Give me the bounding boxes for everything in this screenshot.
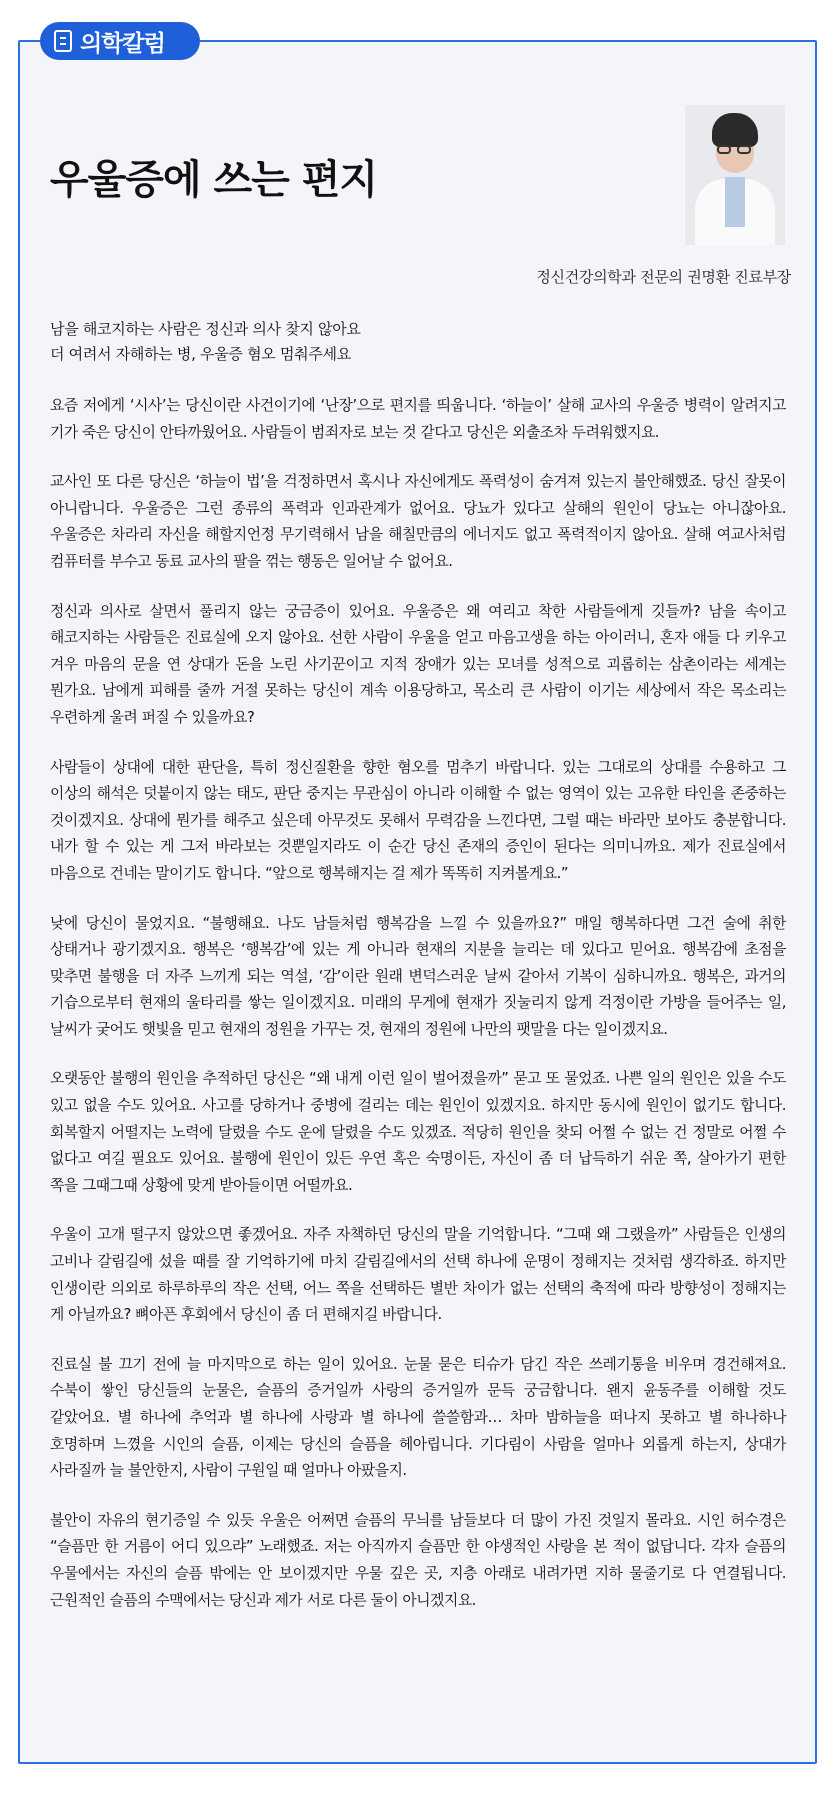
lead-line: 더 여려서 자해하는 병, 우울증 혐오 멈춰주세요: [50, 345, 351, 363]
article-title: 우울증에 쓰는 편지: [50, 157, 377, 203]
article-body: [50, 393, 786, 1637]
body-paragraph: 우울이 고개 떨구지 않았으면 좋겠어요. 자주 자책하던 당신의 말을 기억합니다. “그때 왜 그랬을까” 사람들은 인생의 고비나 갈림길에 섰을 때를 잘 기억하기에 마치 갈림길에서의 선택 하나에 운명이 정해지는 것처럼 생각하죠. 하지만 인생이란 의외로 하루하루의 작은 선택, 어느 쪽을 선택하든 별반 차이가 없는 선택의 축적에 따라 방향성이 정해지는 게 아닐까요? 뼈아픈 후회에서 당신이 좀 더 편해지길 바랍니다.: [50, 1226, 786, 1324]
category-label: 의학칼럼: [80, 30, 165, 57]
lead-line: 남을 해코지하는 사람은 정신과 의사 찾지 않아요: [50, 320, 361, 338]
body-paragraph: 낮에 당신이 물었지요. “불행해요. 나도 남들처럼 행복감을 느낄 수 있을까요?” 매일 행복하다면 그건 술에 취한 상태거나 광기겠지요. 행복은 ‘행복감’에 있는 게 아니라 현재의 지분을 늘리는 데 있다고 믿어요. 행복감에 초점을 맞추면 불행을 더 자주 느끼게 되는 역설, ‘감’이란 원래 변덕스러운 날씨 같아서 기복이 심하니까요. 행복은, 과거의 기습으로부터 현재의 울타리를 쌓는 일이겠지요. 미래의 무게에 현재가 짓눌리지 않게 걱정이란 가방을 들어주는 일, 날씨가 궂어도 햇빛을 믿고 현재의 정원을 가꾸는 것, 현재의 정원에 나만의 팻말을 다는 일이겠지요.: [50, 914, 786, 1038]
body-paragraph: 요즘 저에게 ‘시사’는 당신이란 사건이기에 ‘난장’으로 편지를 띄웁니다. ‘하늘이’ 살해 교사의 우울증 병력이 알려지고 기가 죽은 당신이 안타까웠어요. 사람들이 범죄자로 보는 것 같다고 당신은 외출조차 두려워했지요.: [50, 397, 786, 441]
body-paragraph: 정신과 의사로 살면서 풀리지 않는 궁금증이 있어요. 우울증은 왜 여리고 착한 사람들에게 깃들까? 남을 속이고 해코지하는 사람들은 진료실에 오지 않아요. 선한 사람이 우울을 얻고 마음고생을 하는 아이러니, 혼자 애들 다 키우고 겨우 마음의 문을 연 상대가 돈을 노린 사기꾼이고 지적 장애가 있는 모녀를 성적으로 괴롭히는 삼촌이라는 세계는 뭔가요. 남에게 피해를 줄까 거절 못하는 당신이 계속 이용당하고, 목소리 큰 사람이 이기는 세상에서 작은 목소리는 우련하게 울려 퍼질 수 있을까요?: [50, 602, 786, 726]
body-paragraph: 진료실 불 끄기 전에 늘 마지막으로 하는 일이 있어요. 눈물 묻은 티슈가 담긴 작은 쓰레기통을 비우며 경건해져요. 수북이 쌓인 당신들의 눈물은, 슬픔의 증거일까 사랑의 증거일까 문득 궁금합니다. 왠지 윤동주를 이해할 것도 같았어요. 별 하나에 추억과 별 하나에 사랑과 별 하나에 쓸쓸함과… 차마 밤하늘을 떠나지 못하고 별 하나하나 호명하며 느꼈을 시인의 슬픔, 이제는 당신의 슬픔을 헤아립니다. 기다림이 사람을 얼마나 외롭게 하는지, 상대가 사라질까 늘 불안한지, 사람이 구원일 때 얼마나 아팠을지.: [50, 1355, 786, 1480]
document-icon: [54, 30, 72, 52]
body-paragraph: 오랫동안 불행의 원인을 추적하던 당신은 “왜 내게 이런 일이 벌어졌을까” 묻고 또 물었죠. 나쁜 일의 원인은 있을 수도 있고 없을 수도 있어요. 사고를 당하거나 중병에 걸리는 데는 원인이 있겠지요. 하지만 동시에 원인이 없기도 합니다. 회복할지 어떨지는 노력에 달렸을 수도 운에 달렸을 수도 있겠죠. 적당히 원인을 찾되 어쩔 수 없는 건 정말로 어쩔 수 없다고 여길 필요도 있어요. 불행에 원인이 있든 우연 혹은 숙명이든, 자신이 좀 더 납득하기 쉬운 쪽, 살아가기 편한 쪽을 그때그때 상황에 맞게 받아들이면 어떨까요.: [50, 1070, 786, 1194]
author-photo: [685, 105, 785, 245]
body-paragraph: 불안이 자유의 현기증일 수 있듯 우울은 어쩌면 슬픔의 무늬를 남들보다 더 많이 가진 것일지 몰라요. 시인 허수경은 “슬픔만 한 거름이 어디 있으랴” 노래했죠. 저는 아직까지 슬픔만 한 야생적인 사랑을 본 적이 없답니다. 각자 슬픔의 우물에서는 자신의 슬픔 밖에는 안 보이겠지만 우물 깊은 곳, 지층 아래로 내려가면 지하 물줄기로 다 연결됩니다. 근원적인 슬픔의 수맥에서는 당신과 제가 서로 다른 둘이 아니겠지요.: [50, 1511, 786, 1609]
category-badge: [40, 22, 200, 60]
author-byline: 정신건강의학과 전문의 권명환 진료부장: [536, 268, 791, 286]
body-paragraph: 교사인 또 다른 당신은 ‘하늘이 법’을 걱정하면서 혹시나 자신에게도 폭력성이 숨겨져 있는지 불안해했죠. 당신 잘못이 아니랍니다. 우울증은 그런 종류의 폭력과 인과관계가 없어요. 당뇨가 있다고 살해의 원인이 당뇨는 아니잖아요. 우울증은 차라리 자신을 해할지언정 무기력해서 남을 해칠만큼의 에너지도 없고 폭력적이지 않아요. 살해 여교사처럼 컴퓨터를 부수고 동료 교사의 팔을 꺾는 행동은 일어날 수 없어요.: [50, 473, 786, 570]
lead-summary: [50, 317, 361, 367]
body-paragraph: 사람들이 상대에 대한 판단을, 특히 정신질환을 향한 혐오를 멈추기 바랍니다. 있는 그대로의 상대를 수용하고 그 이상의 해석은 덧붙이지 않는 태도, 판단 중지는 무관심이 아니라 이해할 수 없는 영역이 있는 고유한 타인을 존중하는 것이겠지요. 상대에 뭔가를 해주고 싶은데 아무것도 못해서 무력감을 느낀다면, 그럴 때는 바라만 보아도 충분합니다. 내가 할 수 있는 게 그저 바라보는 것뿐일지라도 이 순간 당신 존재의 증인이 된다는 의미니까요. 제가 진료실에서 마음으로 건네는 말이기도 합니다. “앞으로 행복해지는 걸 제가 똑똑히 지켜볼게요.”: [50, 758, 786, 882]
